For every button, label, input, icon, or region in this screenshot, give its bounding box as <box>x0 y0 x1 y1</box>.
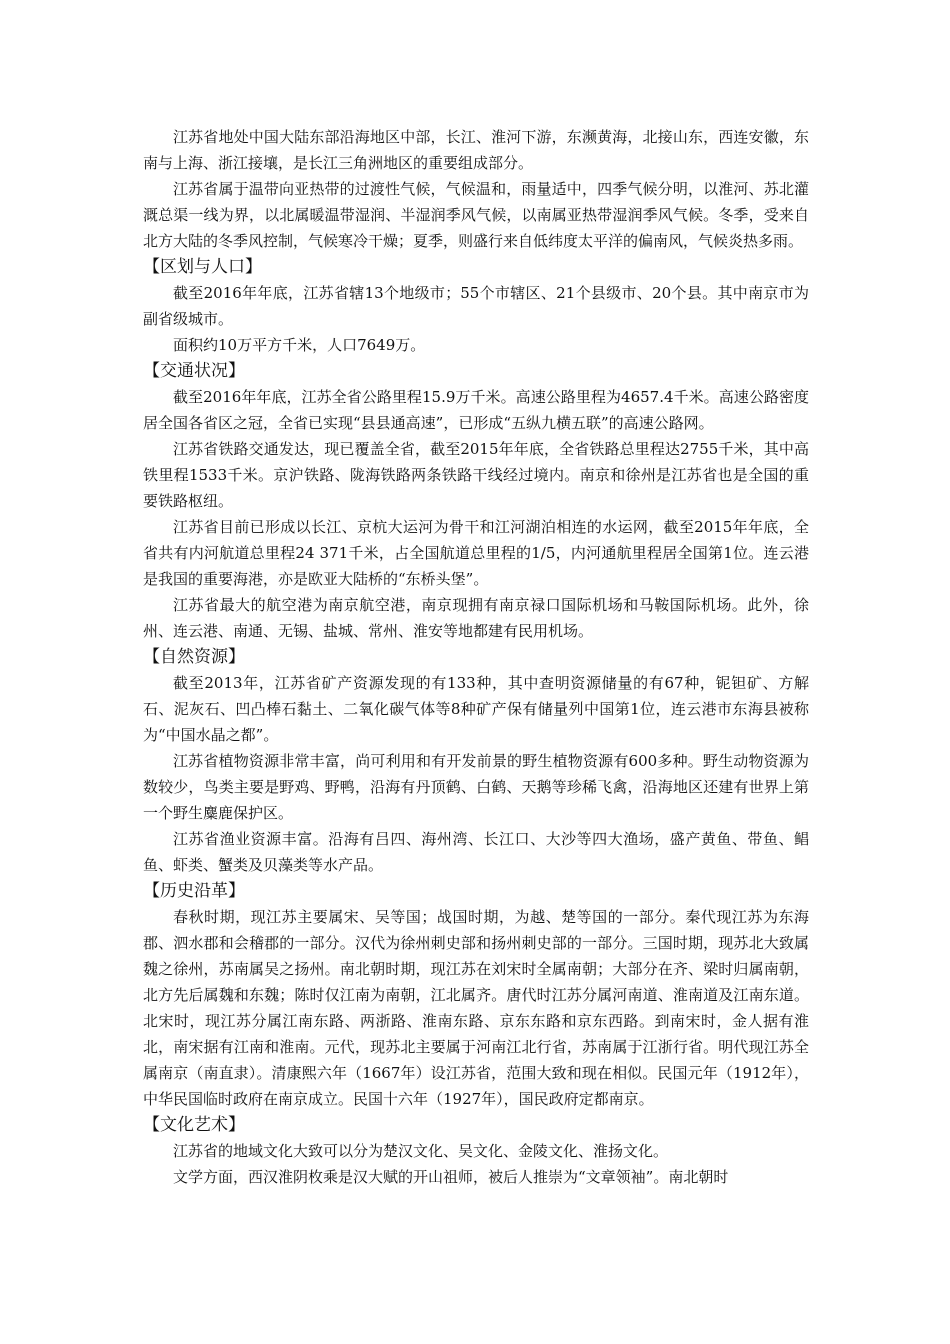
paragraph: 截至2013年，江苏省矿产资源发现的有133种，其中查明资源储量的有67种，铌钽矿、方解石、泥灰石、凹凸棒石黏土、二氧化碳气体等8种矿产保有储量列中国第1位，连云港市东海县被称为“中国水晶之都”。 <box>143 674 809 744</box>
intro-paragraph: 江苏省地处中国大陆东部沿海地区中部，长江、淮河下游，东濒黄海，北接山东，西连安徽，东南与上海、浙江接壤，是长江三角洲地区的重要组成部分。 <box>143 128 809 172</box>
section-heading-culture-arts: 【文化艺术】 <box>143 1115 245 1135</box>
intro-paragraph: 江苏省属于温带向亚热带的过渡性气候，气候温和，雨量适中，四季气候分明，以淮河、苏北灌溉总渠一线为界，以北属暖温带湿润、半湿润季风气候，以南属亚热带湿润季风气候。冬季，受来自北方大陆的冬季风控制，气候寒冷干燥；夏季，则盛行来自低纬度太平洋的偏南风，气候炎热多雨。 <box>143 180 809 250</box>
paragraph: 江苏省渔业资源丰富。沿海有吕四、海州湾、长江口、大沙等四大渔场，盛产黄鱼、带鱼、鲳鱼、虾类、蟹类及贝藻类等水产品。 <box>143 830 809 874</box>
paragraph: 江苏省植物资源非常丰富，尚可利用和有开发前景的野生植物资源有600多种。野生动物资源为数较少，鸟类主要是野鸡、野鸭，沿海有丹顶鹤、白鹤、天鹅等珍稀飞禽，沿海地区还建有世界上第一个野生麋鹿保护区。 <box>143 752 809 822</box>
paragraph: 江苏省目前已形成以长江、京杭大运河为骨干和江河湖泊相连的水运网，截至2015年年底，全省共有内河航道总里程24 371千米，占全国航道总里程的1/5，内河通航里程居全国第1位。连云港是我国的重要海港，亦是欧亚大陆桥的“东桥头堡”。 <box>143 518 809 588</box>
paragraph: 文学方面，西汉淮阴枚乘是汉大赋的开山祖师，被后人推崇为“文章领袖”。南北朝时 <box>173 1168 729 1186</box>
document-body <box>143 124 809 1190</box>
section-heading-division-population: 【区划与人口】 <box>143 257 262 277</box>
section-heading-transportation: 【交通状况】 <box>143 361 245 381</box>
paragraph: 江苏省铁路交通发达，现已覆盖全省，截至2015年年底，全省铁路总里程达2755千米，其中高铁里程1533千米。京沪铁路、陇海铁路两条铁路干线经过境内。南京和徐州是江苏省也是全国的重要铁路枢纽。 <box>143 440 809 510</box>
section-heading-history: 【历史沿革】 <box>143 881 245 901</box>
paragraph: 截至2016年年底，江苏全省公路里程15.9万千米。高速公路里程为4657.4千米。高速公路密度居全国各省区之冠，全省已实现“县县通高速”，已形成“五纵九横五联”的高速公路网。 <box>143 388 809 432</box>
section-heading-natural-resources: 【自然资源】 <box>143 647 245 667</box>
paragraph: 面积约10万平方千米，人口7649万。 <box>173 336 426 354</box>
paragraph: 截至2016年年底，江苏省辖13个地级市；55个市辖区、21个县级市、20个县。其中南京市为副省级城市。 <box>143 284 809 328</box>
paragraph: 江苏省最大的航空港为南京航空港，南京现拥有南京禄口国际机场和马鞍国际机场。此外，徐州、连云港、南通、无锡、盐城、常州、淮安等地都建有民用机场。 <box>143 596 809 640</box>
paragraph: 春秋时期，现江苏主要属宋、吴等国；战国时期，为越、楚等国的一部分。秦代现江苏为东海郡、泗水郡和会稽郡的一部分。汉代为徐州刺史部和扬州刺史部的一部分。三国时期，现苏北大致属魏之徐州，苏南属吴之扬州。南北朝时期，现江苏在刘宋时全属南朝；大部分在齐、梁时归属南朝，北方先后属魏和东魏；陈时仅江南为南朝，江北属齐。唐代时江苏分属河南道、淮南道及江南东道。北宋时，现江苏分属江南东路、两浙路、淮南东路、京东东路和京东西路。到南宋时，金人据有淮北，南宋据有江南和淮南。元代，现苏北主要属于河南江北行省，苏南属于江浙行省。明代现江苏全属南京（南直隶）。清康熙六年（1667年）设江苏省，范围大致和现在相似。民国元年（1912年），中华民国临时政府在南京成立。民国十六年（1927年），国民政府定都南京。 <box>143 908 809 1108</box>
paragraph: 江苏省的地域文化大致可以分为楚汉文化、吴文化、金陵文化、淮扬文化。 <box>173 1142 669 1160</box>
